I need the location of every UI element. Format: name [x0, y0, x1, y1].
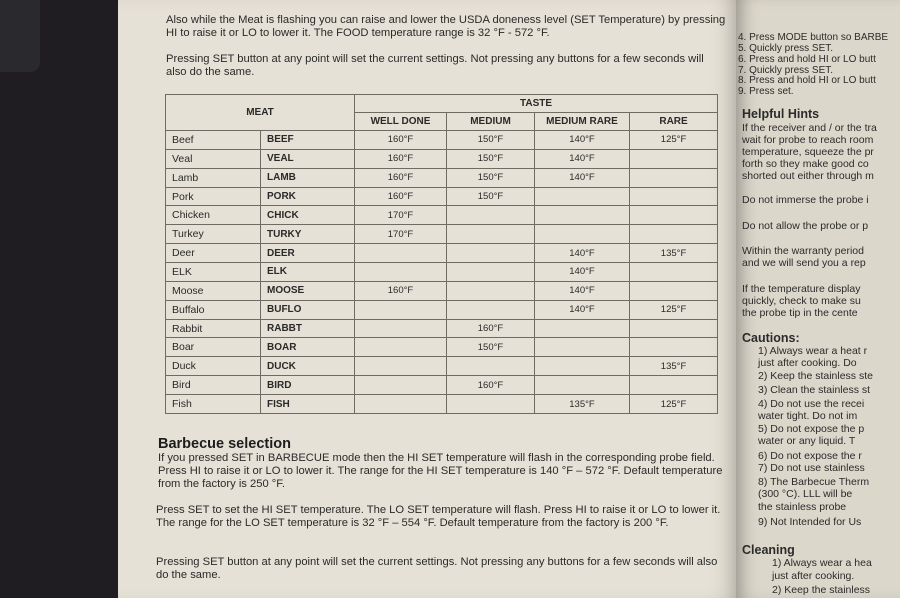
meat-name-cell: ELK — [166, 263, 261, 282]
display-code-cell: LAMB — [261, 168, 355, 187]
hint-immerse: Do not immerse the probe i — [742, 194, 869, 206]
temperature-cell: 140°F — [535, 168, 630, 187]
meat-name-cell: Deer — [166, 244, 261, 263]
hint-warranty: Within the warranty period and we will send you a rep — [742, 245, 866, 269]
col-rare: RARE — [630, 113, 718, 131]
temperature-cell — [447, 357, 535, 376]
temperature-cell: 125°F — [630, 300, 718, 319]
meat-taste-table — [165, 94, 718, 414]
caution-line: 2) Keep the stainless ste — [758, 370, 873, 382]
cleaning-line: 1) Always wear a hea — [772, 557, 872, 569]
cautions-heading: Cautions: — [742, 331, 800, 345]
display-code-cell: VEAL — [261, 149, 355, 168]
table-row — [166, 395, 718, 414]
temperature-cell: 150°F — [447, 187, 535, 206]
table-row — [166, 281, 718, 300]
table-row — [166, 168, 718, 187]
temperature-cell: 135°F — [630, 244, 718, 263]
caution-line: 1) Always wear a heat r — [758, 345, 868, 357]
meat-name-cell: Duck — [166, 357, 261, 376]
step-8: 8. Press and hold HI or LO butt — [738, 75, 876, 86]
table-row — [166, 187, 718, 206]
table-row — [166, 376, 718, 395]
temperature-cell — [630, 206, 718, 225]
table-row — [166, 357, 718, 376]
temperature-cell: 150°F — [447, 168, 535, 187]
temperature-cell: 150°F — [447, 149, 535, 168]
temperature-cell: 125°F — [630, 131, 718, 150]
manual-right-page — [736, 0, 900, 598]
display-code-cell: BIRD — [261, 376, 355, 395]
temperature-cell: 140°F — [535, 131, 630, 150]
meat-name-cell: Bird — [166, 376, 261, 395]
temperature-cell — [630, 225, 718, 244]
step-7: 7. Quickly press SET. — [738, 65, 834, 76]
meat-name-cell: Lamb — [166, 168, 261, 187]
temperature-cell — [355, 395, 447, 414]
temperature-cell — [535, 187, 630, 206]
table-row — [166, 131, 718, 150]
caution-line: (300 °C). LLL will be — [758, 488, 853, 500]
step-5: 5. Quickly press SET. — [738, 43, 834, 54]
temperature-cell — [535, 357, 630, 376]
intro-paragraph: Also while the Meat is flashing you can raise and lower the USDA doneness level (SET Temperature) by pressing HI to raise it or LO to lower it. The FOOD temperature range is 32 °F - 572 °F. — [166, 14, 726, 39]
meat-name-cell: Boar — [166, 338, 261, 357]
temperature-cell: 140°F — [535, 263, 630, 282]
temperature-cell — [355, 263, 447, 282]
temperature-cell — [630, 281, 718, 300]
col-medium-rare: MEDIUM RARE — [535, 113, 630, 131]
temperature-cell: 160°F — [447, 319, 535, 338]
temperature-cell — [630, 338, 718, 357]
barbecue-heading: Barbecue selection — [158, 436, 291, 452]
temperature-cell — [630, 263, 718, 282]
temperature-cell: 160°F — [355, 281, 447, 300]
temperature-cell — [355, 244, 447, 263]
temperature-cell: 160°F — [355, 149, 447, 168]
temperature-cell — [447, 395, 535, 414]
temperature-cell: 170°F — [355, 206, 447, 225]
temperature-cell: 160°F — [355, 187, 447, 206]
meat-name-cell: Pork — [166, 187, 261, 206]
temperature-cell — [535, 338, 630, 357]
temperature-cell: 160°F — [355, 168, 447, 187]
caution-line: 9) Not Intended for Us — [758, 516, 862, 528]
cleaning-line: just after cooking. — [772, 570, 855, 582]
hint-allow: Do not allow the probe or p — [742, 220, 869, 232]
temperature-cell — [535, 376, 630, 395]
meat-header: MEAT — [166, 95, 355, 131]
step-4: 4. Press MODE button so BARBE — [738, 32, 889, 43]
temperature-cell: 150°F — [447, 338, 535, 357]
temperature-cell — [447, 300, 535, 319]
display-code-cell: PORK — [261, 187, 355, 206]
temperature-cell: 140°F — [535, 300, 630, 319]
meat-name-cell: Chicken — [166, 206, 261, 225]
caution-line: 5) Do not expose the p — [758, 423, 865, 435]
temperature-cell: 135°F — [630, 357, 718, 376]
hint-display: If the temperature display quickly, check to make su the probe tip in the cente — [742, 283, 861, 319]
temperature-cell — [355, 376, 447, 395]
caution-line: 7) Do not use stainless — [758, 462, 865, 474]
hints-text: If the receiver and / or the tra wait for probe to reach room temperature, squeeze the pr forth so they make good co shorted out either through m — [742, 122, 877, 182]
temperature-cell — [447, 206, 535, 225]
caution-line: water tight. Do not im — [758, 410, 858, 422]
device-corner — [0, 0, 40, 72]
temperature-cell — [447, 263, 535, 282]
table-row — [166, 244, 718, 263]
display-code-cell: MOOSE — [261, 281, 355, 300]
temperature-cell — [447, 244, 535, 263]
temperature-cell: 140°F — [535, 281, 630, 300]
temperature-cell — [630, 376, 718, 395]
table-row — [166, 149, 718, 168]
display-code-cell: RABBT — [261, 319, 355, 338]
temperature-cell: 140°F — [535, 149, 630, 168]
meat-name-cell: Veal — [166, 149, 261, 168]
temperature-cell — [630, 168, 718, 187]
caution-line: 6) Do not expose the r — [758, 450, 862, 462]
step-9: 9. Press set. — [738, 86, 794, 97]
caution-line: 4) Do not use the recei — [758, 398, 865, 410]
temperature-cell — [355, 357, 447, 376]
temperature-cell — [355, 300, 447, 319]
table-row — [166, 300, 718, 319]
taste-header: TASTE — [355, 95, 718, 113]
display-code-cell: CHICK — [261, 206, 355, 225]
barbecue-paragraph-1: If you pressed SET in BARBECUE mode then the HI SET temperature will flash in the corresponding probe field. Press HI to raise it or LO to lower it. The range for the HI SET temperature is 140 °F – 572 °F. Default temperature from the factory is 250 °F. — [158, 452, 723, 490]
caution-line: water or any liquid. T — [758, 435, 856, 447]
manual-left-page — [118, 0, 738, 598]
temperature-cell: 160°F — [447, 376, 535, 395]
caution-line: 3) Clean the stainless st — [758, 384, 871, 396]
caution-line: just after cooking. Do — [758, 357, 857, 369]
display-code-cell: DUCK — [261, 357, 355, 376]
display-code-cell: ELK — [261, 263, 355, 282]
display-code-cell: DEER — [261, 244, 355, 263]
display-code-cell: BOAR — [261, 338, 355, 357]
cleaning-line: 2) Keep the stainless — [772, 584, 871, 596]
set-note-paragraph: Pressing SET button at any point will set the current settings. Not pressing any buttons for a few seconds will also do the same. — [166, 53, 704, 78]
cleaning-heading: Cleaning — [742, 543, 795, 557]
temperature-cell — [355, 338, 447, 357]
barbecue-paragraph-2: Press SET to set the HI SET temperature. The LO SET temperature will flash. Press HI to raise it or LO to lower it. The range for the LO SET temperature is 32 °F – 554 °F. Default temperature from the factory is 200 °F. — [156, 504, 721, 529]
barbecue-paragraph-3: Pressing SET button at any point will set the current settings. Not pressing any buttons for a few seconds will also do the same. — [156, 556, 718, 581]
display-code-cell: FISH — [261, 395, 355, 414]
temperature-cell — [630, 187, 718, 206]
meat-name-cell: Buffalo — [166, 300, 261, 319]
temperature-cell — [630, 319, 718, 338]
caution-line: the stainless probe — [758, 501, 847, 513]
temperature-cell: 140°F — [535, 244, 630, 263]
temperature-cell — [630, 149, 718, 168]
table-row — [166, 225, 718, 244]
meat-name-cell: Turkey — [166, 225, 261, 244]
table-row — [166, 263, 718, 282]
meat-name-cell: Rabbit — [166, 319, 261, 338]
col-well-done: WELL DONE — [355, 113, 447, 131]
meat-name-cell: Beef — [166, 131, 261, 150]
temperature-cell — [535, 206, 630, 225]
temperature-cell — [447, 281, 535, 300]
temperature-cell: 125°F — [630, 395, 718, 414]
meat-table-body — [166, 131, 718, 414]
temperature-cell — [535, 225, 630, 244]
display-code-cell: BEEF — [261, 131, 355, 150]
temperature-cell: 150°F — [447, 131, 535, 150]
step-6: 6. Press and hold HI or LO butt — [738, 54, 876, 65]
temperature-cell — [355, 319, 447, 338]
table-row — [166, 319, 718, 338]
temperature-cell — [535, 319, 630, 338]
caution-line: 8) The Barbecue Therm — [758, 476, 870, 488]
temperature-cell: 135°F — [535, 395, 630, 414]
col-medium: MEDIUM — [447, 113, 535, 131]
temperature-cell: 170°F — [355, 225, 447, 244]
meat-name-cell: Moose — [166, 281, 261, 300]
display-code-cell: BUFLO — [261, 300, 355, 319]
display-code-cell: TURKY — [261, 225, 355, 244]
temperature-cell — [447, 225, 535, 244]
temperature-cell: 160°F — [355, 131, 447, 150]
table-row — [166, 338, 718, 357]
table-row — [166, 206, 718, 225]
meat-name-cell: Fish — [166, 395, 261, 414]
helpful-hints-heading: Helpful Hints — [742, 107, 820, 121]
